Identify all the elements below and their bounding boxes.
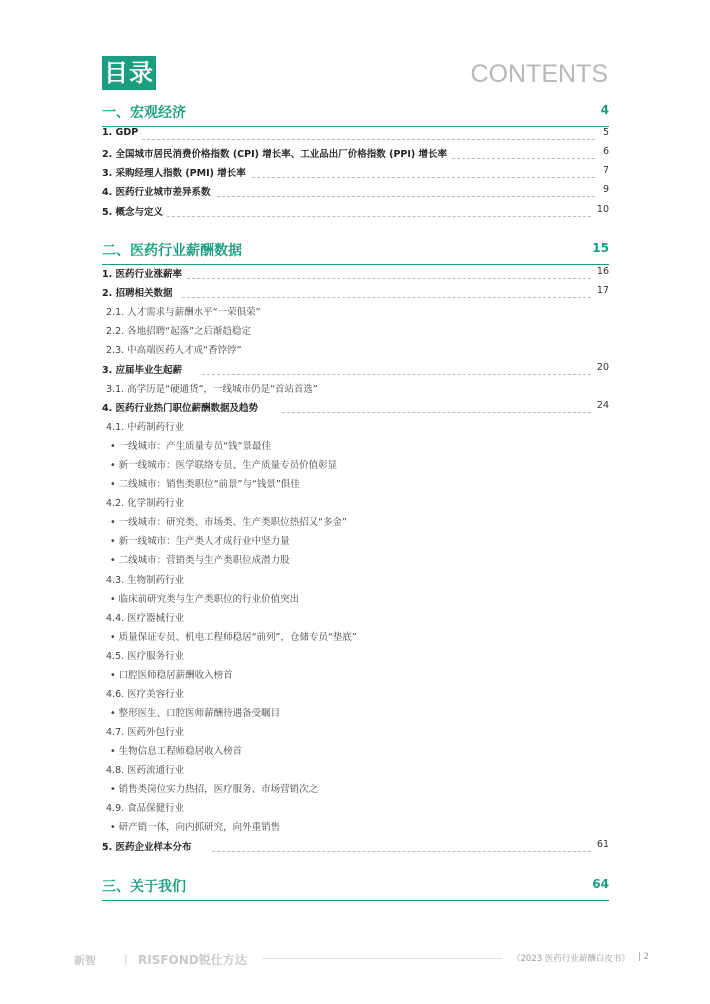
toc-entry[interactable] — [102, 819, 609, 837]
toc-entry[interactable] — [102, 323, 609, 341]
toc-entry-label: 4.2. 化学制药行业 — [106, 495, 188, 509]
leader-line — [212, 851, 591, 852]
footer-page-value: 2 — [643, 952, 649, 962]
toc-entry[interactable] — [102, 495, 609, 513]
toc-entry-page: 5 — [599, 127, 609, 138]
toc-entry-label: 3.1. 高学历是“硬通货”，一线城市仍是“首站首选” — [106, 381, 322, 395]
toc-entry[interactable] — [102, 781, 609, 799]
toc-entry-page: 6 — [599, 146, 609, 157]
footer-page-divider: | — [638, 952, 641, 962]
toc-entry-label: 4.9. 食品保健行业 — [106, 800, 188, 814]
toc-entry[interactable] — [102, 705, 609, 723]
section-about-us[interactable] — [102, 876, 609, 901]
risfond-logo: RISFOND锐仕方达 — [138, 953, 247, 967]
toc-entry-label: • 新一线城市：医学联络专员、生产质量专员价值彰显 — [110, 457, 341, 471]
section-title: 二、医药行业薪酬数据 — [102, 243, 242, 259]
toc-entry[interactable] — [102, 204, 609, 222]
toc-entry-label: • 整形医生、口腔医师薪酬待遇备受瞩目 — [110, 705, 284, 719]
toc-entry-page: 17 — [593, 285, 609, 296]
toc-entry-page: 7 — [599, 165, 609, 176]
toc-entry[interactable] — [102, 304, 609, 322]
toc-entry-label: 3. 采购经理人指数 (PMI) 增长率 — [102, 165, 250, 179]
leader-line — [162, 216, 591, 217]
toc-entry-label: 1. GDP — [102, 127, 142, 138]
toc-entry[interactable] — [102, 266, 609, 284]
leader-line — [202, 374, 591, 375]
toc-entry[interactable] — [102, 610, 609, 628]
toc-entry-label: 2.2. 各地招聘“起落”之后渐趋稳定 — [106, 323, 255, 337]
toc-entry-page: 10 — [593, 204, 609, 215]
leader-line — [182, 278, 591, 279]
page-title: 目录 — [102, 56, 156, 90]
section-macro-economy[interactable] — [102, 102, 609, 127]
toc-entry-label: • 生物信息工程师稳居收入榜首 — [110, 743, 246, 757]
toc-entry-label: 3. 应届毕业生起薪 — [102, 362, 186, 376]
toc-entry[interactable] — [102, 629, 609, 647]
leader-line — [182, 297, 591, 298]
toc-entry[interactable] — [102, 285, 609, 303]
toc-entry[interactable] — [102, 648, 609, 666]
xinzhi-logo: 新智 — [74, 954, 96, 967]
toc-entry-label: • 临床前研究类与生产类职位的行业价值突出 — [110, 591, 303, 605]
toc-entry-label: • 销售类岗位实力热招，医疗服务、市场营销次之 — [110, 781, 322, 795]
section-title: 三、关于我们 — [102, 879, 186, 895]
toc-entry[interactable] — [102, 552, 609, 570]
toc-entry[interactable] — [102, 165, 609, 183]
toc-entry-label: 4.1. 中药制药行业 — [106, 419, 188, 433]
toc-entry-label: 4.5. 医疗服务行业 — [106, 648, 188, 662]
toc-entry[interactable] — [102, 743, 609, 761]
toc-entry-label: 4.3. 生物制药行业 — [106, 572, 188, 586]
leader-line — [142, 139, 595, 140]
toc-entry-page: 20 — [593, 362, 609, 373]
toc-entry[interactable] — [102, 438, 609, 456]
toc-entry[interactable] — [102, 362, 609, 380]
toc-entry[interactable] — [102, 127, 609, 145]
toc-entry-label: 2. 招聘相关数据 — [102, 285, 177, 299]
section-title: 一、宏观经济 — [102, 105, 186, 121]
toc-entry[interactable] — [102, 800, 609, 818]
toc-entry-label: • 质量保证专员、机电工程师稳居“前列”，仓储专员“垫底” — [110, 629, 361, 643]
toc-entry-page: 24 — [593, 400, 609, 411]
toc-entry-label: 2.1. 人才需求与薪酬水平“一荣俱荣” — [106, 304, 265, 318]
toc-entry-label: 4.6. 医疗美容行业 — [106, 686, 188, 700]
section-page: 64 — [592, 877, 609, 891]
toc-entry[interactable] — [102, 724, 609, 742]
footer-page-number — [638, 952, 649, 962]
leader-line — [282, 412, 591, 413]
toc-entry-label: • 口腔医师稳居薪酬收入榜首 — [110, 667, 237, 681]
leader-line — [202, 196, 595, 197]
toc-entry-label: 4. 医药行业热门职位薪酬数据及趋势 — [102, 400, 262, 414]
toc-entry[interactable] — [102, 419, 609, 437]
toc-entry-label: • 二线城市：营销类与生产类职位成潜力股 — [110, 552, 294, 566]
toc-entry-label: 2.3. 中高端医药人才成“香饽饽” — [106, 342, 246, 356]
toc-entry[interactable] — [102, 667, 609, 685]
footer-divider-line — [262, 958, 502, 959]
toc-entry-label: 5. 概念与定义 — [102, 204, 167, 218]
toc-entry-label: • 研产销一体，向内抓研究，向外重销售 — [110, 819, 284, 833]
toc-entry[interactable] — [102, 184, 609, 202]
toc-entry-page: 9 — [599, 184, 609, 195]
toc-entry-label: • 一线城市：研究类、市场类、生产类职位热招又“多金” — [110, 514, 351, 528]
toc-entry[interactable] — [102, 400, 609, 418]
section-salary-data[interactable] — [102, 240, 609, 265]
section-page: 15 — [592, 241, 609, 255]
toc-entry-label: 4.8. 医药流通行业 — [106, 762, 188, 776]
toc-entry-label: • 一线城市：产生质量专员“钱”景最佳 — [110, 438, 275, 452]
toc-entry[interactable] — [102, 591, 609, 609]
toc-entry-label: • 新一线城市：生产类人才成行业中坚力量 — [110, 533, 294, 547]
section-page: 4 — [600, 103, 609, 117]
toc-entry-label: 5. 医药企业样本分布 — [102, 839, 196, 853]
toc-entry-label: 1. 医药行业涨薪率 — [102, 266, 186, 280]
toc-entry[interactable] — [102, 533, 609, 551]
toc-entry-page: 61 — [593, 839, 609, 850]
footer-publication-title: 《2023 医药行业薪酬白皮书》 — [512, 954, 630, 964]
toc-entry[interactable] — [102, 514, 609, 532]
toc-entry-label: 4.7. 医药外包行业 — [106, 724, 188, 738]
toc-entry[interactable] — [102, 762, 609, 780]
leader-line — [222, 177, 595, 178]
toc-entry[interactable] — [102, 572, 609, 590]
toc-entry-page: 16 — [593, 266, 609, 277]
toc-entry[interactable] — [102, 839, 609, 857]
toc-entry-label: 4. 医药行业城市差异系数 — [102, 184, 215, 198]
toc-entry[interactable] — [102, 146, 609, 164]
toc-entry[interactable] — [102, 476, 609, 494]
toc-entry[interactable] — [102, 457, 609, 475]
toc-entry[interactable] — [102, 686, 609, 704]
toc-entry-label: 2. 全国城市居民消费价格指数 (CPI) 增长率、工业品出厂价格指数 (PPI) 增长率 — [102, 146, 451, 160]
toc-entry[interactable] — [102, 381, 609, 399]
contents-heading: CONTENTS — [470, 60, 608, 88]
toc-entry-label: 4.4. 医疗器械行业 — [106, 610, 188, 624]
toc-entry-label: • 二线城市：销售类职位“前景”与“钱景”俱佳 — [110, 476, 304, 490]
footer-separator: | — [124, 952, 128, 965]
toc-entry[interactable] — [102, 342, 609, 360]
